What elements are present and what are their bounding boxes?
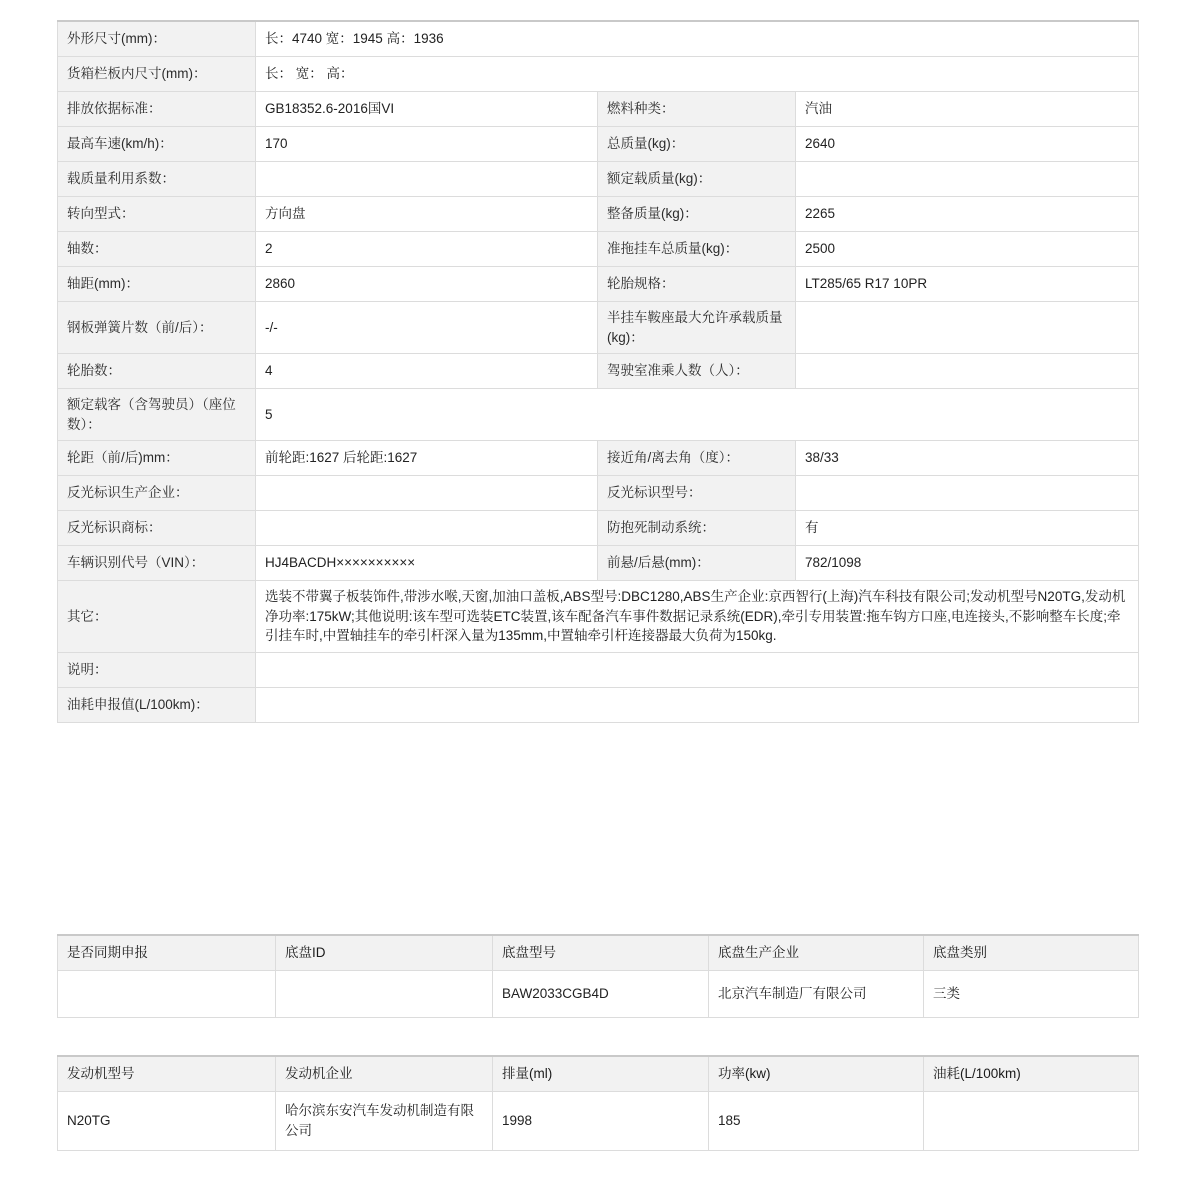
spec-label: 排放依据标准： [58,92,256,127]
spec-value: 4 [256,354,598,389]
spec-value [256,476,598,511]
spec-value-other: 选装不带翼子板装饰件,带涉水喉,天窗,加油口盖板,ABS型号:DBC1280,ABS生产企业:京西智行(上海)汽车科技有限公司;发动机型号N20TG,发动机净功率:175kW;其他说明:该车型可选装ETC装置,该车配备汽车事件数据记录系统(EDR),牵引专用装置:拖车钩方口座,电连接头,不影响整车长度;牵引挂车时,中置轴挂车的牵引杆深入量为135mm,中置轴牵引杆连接器最大负荷为150kg. [256,581,1139,653]
spec-row [58,511,1139,546]
table-cell: N20TG [58,1092,276,1151]
spec-label: 转向型式： [58,197,256,232]
spec-label: 接近角/离去角（度）： [598,441,796,476]
column-header: 排量(ml) [493,1056,709,1092]
spec-value: 5 [256,389,1139,441]
table-cell: 185 [709,1092,924,1151]
spec-value: 长：4740 宽：1945 高：1936 [256,21,1139,57]
spec-label: 油耗申报值(L/100km)： [58,687,256,722]
spec-label: 驾驶室准乘人数（人）： [598,354,796,389]
spec-label: 轮胎规格： [598,267,796,302]
column-header: 油耗(L/100km) [924,1056,1139,1092]
spec-label: 货箱栏板内尺寸(mm)： [58,57,256,92]
table-cell: 三类 [924,971,1139,1018]
table-header-row [58,1056,1139,1092]
table-row [58,971,1139,1018]
spec-value [256,511,598,546]
spec-label: 轮胎数： [58,354,256,389]
spec-label: 前悬/后悬(mm)： [598,546,796,581]
spec-value: 前轮距:1627 后轮距:1627 [256,441,598,476]
spec-value: -/- [256,302,598,354]
spec-value: 2500 [796,232,1139,267]
table-cell: BAW2033CGB4D [493,971,709,1018]
table-cell: 哈尔滨东安汽车发动机制造有限公司 [276,1092,493,1151]
table-header-row [58,935,1139,971]
spec-value [256,652,1139,687]
spec-label: 车辆识别代号（VIN）： [58,546,256,581]
engine-table-body [58,1092,1139,1151]
engine-table [57,1055,1139,1151]
spec-label: 反光标识商标： [58,511,256,546]
table-cell [924,1092,1139,1151]
spec-value [796,476,1139,511]
spec-row [58,476,1139,511]
table-row [58,1092,1139,1151]
spec-row [58,267,1139,302]
spec-label: 载质量利用系数： [58,162,256,197]
column-header: 是否同期申报 [58,935,276,971]
spec-value: 方向盘 [256,197,598,232]
spec-row [58,652,1139,687]
main-table-body [58,21,1139,722]
spec-value: 2640 [796,127,1139,162]
spec-row [58,162,1139,197]
spec-value [796,302,1139,354]
column-header: 功率(kw) [709,1056,924,1092]
spec-label: 反光标识型号： [598,476,796,511]
spec-row [58,92,1139,127]
spec-row [58,546,1139,581]
spec-value: 2860 [256,267,598,302]
spec-value [796,354,1139,389]
table-cell: 北京汽车制造厂有限公司 [709,971,924,1018]
spec-value [256,687,1139,722]
spec-value: 38/33 [796,441,1139,476]
spec-label: 轴数： [58,232,256,267]
spec-row [58,302,1139,354]
spec-row [58,232,1139,267]
spec-row [58,197,1139,232]
column-header: 底盘ID [276,935,493,971]
spec-row [58,581,1139,653]
spec-row [58,389,1139,441]
spec-label: 反光标识生产企业： [58,476,256,511]
vehicle-main-spec-table [57,20,1139,723]
chassis-table [57,934,1139,1018]
spec-value: 2 [256,232,598,267]
spec-label: 防抱死制动系统： [598,511,796,546]
spec-label: 额定载客（含驾驶员）（座位数）： [58,389,256,441]
spec-value [796,162,1139,197]
column-header: 发动机型号 [58,1056,276,1092]
spec-row [58,441,1139,476]
spec-label: 钢板弹簧片数（前/后）： [58,302,256,354]
spec-value: 782/1098 [796,546,1139,581]
spec-value: HJ4BACDH×××××××××× [256,546,598,581]
spec-label: 半挂车鞍座最大允许承载质量(kg)： [598,302,796,354]
chassis-table-head [58,935,1139,971]
spec-row [58,354,1139,389]
spec-label: 外形尺寸(mm)： [58,21,256,57]
table-cell [58,971,276,1018]
spec-label: 其它： [58,581,256,653]
column-header: 发动机企业 [276,1056,493,1092]
spec-value: GB18352.6-2016国VI [256,92,598,127]
spec-value: 长： 宽： 高： [256,57,1139,92]
spec-row [58,687,1139,722]
table-cell [276,971,493,1018]
spec-label: 整备质量(kg)： [598,197,796,232]
spec-value: LT285/65 R17 10PR [796,267,1139,302]
spec-value [256,162,598,197]
spec-value: 有 [796,511,1139,546]
column-header: 底盘型号 [493,935,709,971]
chassis-table-body [58,971,1139,1018]
spec-label: 总质量(kg)： [598,127,796,162]
spec-label: 说明： [58,652,256,687]
spec-value: 170 [256,127,598,162]
spec-label: 轴距(mm)： [58,267,256,302]
spec-label: 准拖挂车总质量(kg)： [598,232,796,267]
spec-label: 最高车速(km/h)： [58,127,256,162]
spec-label: 燃料种类： [598,92,796,127]
spec-label: 额定载质量(kg)： [598,162,796,197]
column-header: 底盘生产企业 [709,935,924,971]
spec-row [58,127,1139,162]
spec-label: 轮距（前/后)mm： [58,441,256,476]
spec-row [58,21,1139,57]
column-header: 底盘类别 [924,935,1139,971]
spec-value: 2265 [796,197,1139,232]
engine-table-head [58,1056,1139,1092]
spec-row [58,57,1139,92]
spec-value: 汽油 [796,92,1139,127]
table-cell: 1998 [493,1092,709,1151]
